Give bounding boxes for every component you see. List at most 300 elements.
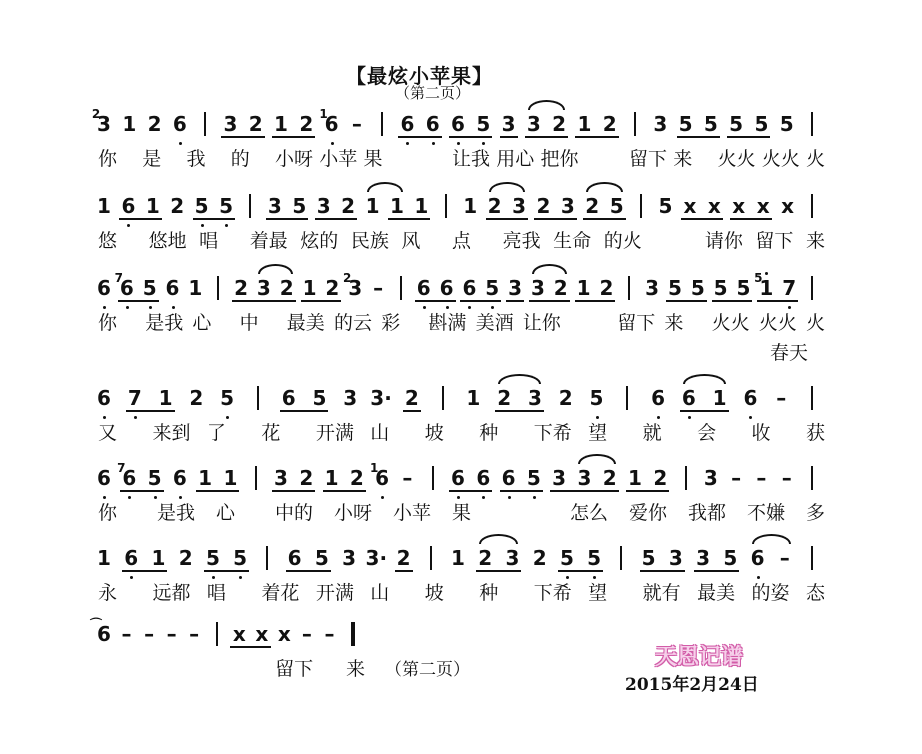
note: 5	[485, 276, 500, 300]
octave-dot-low	[482, 496, 485, 499]
note: 2	[299, 112, 314, 136]
lyric-word: 种	[479, 582, 499, 604]
note: 5	[314, 546, 329, 570]
note: –	[144, 622, 155, 646]
beam-underline	[286, 570, 331, 572]
lyric-word: 来到	[152, 422, 191, 444]
lyric-word: 又	[98, 422, 118, 444]
lyric-word: 斟满	[428, 312, 467, 334]
beam-underline	[301, 300, 342, 302]
note: 5	[476, 112, 491, 136]
note: 3	[501, 112, 516, 136]
note: 6	[425, 112, 440, 136]
lyric-word: 火火	[717, 148, 756, 170]
note: 2	[234, 276, 248, 300]
note: 3	[223, 112, 238, 136]
octave-dot-low	[688, 416, 691, 419]
note: 1	[466, 386, 481, 410]
lyric-word: 会	[697, 422, 717, 444]
note: 1	[712, 386, 727, 410]
beam-underline	[449, 490, 492, 492]
note: 5	[641, 546, 656, 570]
note: 5	[526, 466, 541, 490]
note: 5	[292, 194, 307, 218]
note: 6	[416, 276, 431, 300]
lyric-word: 火火	[711, 312, 750, 334]
note: 5	[147, 466, 162, 490]
lyric-word: 果	[452, 502, 472, 524]
octave-dot-high	[765, 272, 768, 275]
lyric-word: 着花	[261, 582, 300, 604]
note: 5	[194, 194, 209, 218]
beam-underline	[403, 410, 421, 412]
lyric-word: 火火	[761, 148, 800, 170]
lyric-word: 唱	[199, 230, 219, 252]
beam-underline	[415, 300, 456, 302]
note: x	[232, 622, 246, 646]
note: 1	[576, 276, 591, 300]
song-title: 【最炫小苹果】	[346, 64, 493, 88]
lyric-word: 最美	[286, 312, 325, 334]
note: 6	[97, 386, 111, 410]
note: 5	[233, 546, 248, 570]
note: 3	[343, 386, 358, 410]
lyric-word: 最美	[697, 582, 736, 604]
note: 6	[165, 276, 180, 300]
note: 3	[645, 276, 660, 300]
grace-note: 5	[754, 271, 763, 285]
lyric-word: 坡	[424, 422, 444, 444]
lyric-word: 了	[206, 422, 226, 444]
note: 2	[478, 546, 493, 570]
lyric-word: 心	[192, 312, 212, 334]
barline	[432, 466, 434, 490]
note: 2	[189, 386, 204, 410]
grace-note: 1	[369, 461, 379, 475]
octave-dot-low	[103, 416, 106, 419]
grace-note: ⌒	[89, 617, 103, 631]
note: 7	[127, 386, 142, 410]
beam-underline	[727, 136, 770, 138]
beam-underline	[529, 300, 570, 302]
barline	[640, 194, 642, 218]
note: x	[781, 194, 795, 218]
octave-dot-low	[482, 142, 485, 145]
note: 2	[553, 276, 568, 300]
note: 6	[750, 546, 765, 570]
barline	[811, 276, 813, 300]
note: 3	[348, 276, 363, 300]
beam-underline	[757, 300, 798, 302]
note: 1	[451, 546, 465, 570]
barline	[216, 622, 218, 646]
lyric-word: 火	[806, 148, 826, 170]
note: x	[707, 194, 721, 218]
note: 5	[736, 276, 751, 300]
octave-dot-low	[457, 496, 460, 499]
note: 2	[404, 386, 419, 410]
octave-dot-low	[381, 496, 384, 499]
beam-underline	[398, 136, 441, 138]
barline	[811, 386, 813, 410]
lyric-word: 你	[98, 148, 118, 170]
lyric-word: 下希	[533, 582, 572, 604]
octave-dot-low	[149, 306, 152, 309]
grace-note: 2	[91, 107, 101, 121]
note: x	[277, 622, 291, 646]
lyric-word: 不嫌	[747, 502, 786, 524]
lyric-word: 小呀	[334, 502, 373, 524]
lyric-word: 留下	[617, 312, 656, 334]
lyric-word: 亮我	[502, 230, 541, 252]
beam-underline	[694, 570, 739, 572]
lyric-word: 是	[142, 148, 162, 170]
octave-dot-low	[103, 496, 106, 499]
note: 6	[501, 466, 516, 490]
lyric-word: 你	[98, 312, 118, 334]
note: 6	[172, 466, 187, 490]
beam-underline	[495, 410, 544, 412]
note: 3	[653, 112, 668, 136]
lyric-word: 怎么	[570, 502, 609, 524]
note: 2	[558, 386, 573, 410]
octave-dot-low	[130, 576, 133, 579]
note: 2	[653, 466, 668, 490]
note: 5	[713, 276, 728, 300]
grace-note: 1	[319, 107, 328, 121]
note: 6	[439, 276, 454, 300]
beam-underline	[120, 490, 163, 492]
footer-page-label: （第二页）	[385, 660, 470, 680]
note: 3	[526, 112, 541, 136]
beam-underline	[315, 218, 357, 220]
note: 2	[552, 112, 567, 136]
note: x	[683, 194, 697, 218]
octave-dot-low	[533, 496, 536, 499]
lyric-word: 山	[370, 582, 390, 604]
note: 3	[560, 194, 575, 218]
beam-underline	[680, 410, 729, 412]
beam-underline	[395, 570, 413, 572]
note: x	[255, 622, 269, 646]
barline	[620, 546, 622, 570]
note: –	[731, 466, 742, 490]
octave-dot-low	[126, 306, 129, 309]
note: 7	[782, 276, 797, 300]
note: 3·	[365, 546, 388, 570]
octave-dot-low	[446, 306, 449, 309]
note: –	[121, 622, 132, 646]
barline	[626, 386, 628, 410]
beam-underline	[193, 218, 235, 220]
lyric-word: 小苹	[319, 148, 358, 170]
note: –	[781, 466, 792, 490]
note: 5	[142, 276, 157, 300]
beam-underline	[126, 410, 175, 412]
note: 1	[151, 546, 166, 570]
beam-underline	[221, 136, 264, 138]
note: 1	[97, 194, 111, 218]
note: 3	[267, 194, 282, 218]
note: x	[732, 194, 746, 218]
octave-dot-low	[103, 306, 106, 309]
note: 2	[497, 386, 512, 410]
lyric-word: 下希	[533, 422, 572, 444]
octave-dot-low	[179, 496, 182, 499]
score-row	[0, 272, 922, 362]
note: 3	[577, 466, 592, 490]
lyric-word: 果	[363, 148, 383, 170]
note: 2	[299, 466, 314, 490]
octave-dot-low	[508, 496, 511, 499]
note: 2	[536, 194, 551, 218]
note: 2	[602, 466, 617, 490]
beam-underline	[575, 136, 618, 138]
beam-underline	[500, 136, 518, 138]
barline	[628, 276, 630, 300]
octave-dot-low	[596, 416, 599, 419]
note: 5	[559, 546, 574, 570]
lyric-word: 美酒	[475, 312, 514, 334]
lyric-word: 唱	[206, 582, 226, 604]
note: 1	[223, 466, 238, 490]
note: 5	[667, 276, 682, 300]
lyric-word: 让我	[452, 148, 491, 170]
octave-dot-low	[172, 306, 175, 309]
note: 6	[476, 466, 491, 490]
beam-underline	[230, 646, 271, 648]
beam-underline	[476, 570, 521, 572]
lyric-word: 我都	[688, 502, 727, 524]
grace-note: 7	[117, 461, 126, 475]
grace-note: 2	[343, 271, 352, 285]
note: 2	[532, 546, 547, 570]
lyric-word: 我	[186, 148, 206, 170]
lyric-word: 的姿	[751, 582, 790, 604]
beam-underline	[640, 570, 685, 572]
note: 5	[587, 546, 602, 570]
lyric-word: 种	[479, 422, 499, 444]
note: 6	[97, 276, 111, 300]
note: 1	[577, 112, 592, 136]
note: 1	[97, 546, 111, 570]
note: 1	[198, 466, 213, 490]
note: 2	[147, 112, 162, 136]
beam-underline	[583, 218, 625, 220]
barline	[634, 112, 636, 136]
lyric-word: 火	[806, 312, 826, 334]
lyric-word: 风	[401, 230, 421, 252]
octave-dot-low	[593, 576, 596, 579]
lyric-word: 望	[588, 582, 608, 604]
lyric-word: 开满	[315, 582, 354, 604]
beam-underline	[626, 490, 669, 492]
octave-dot-low	[749, 416, 752, 419]
octave-dot-low	[566, 576, 569, 579]
note: –	[301, 622, 312, 646]
note: 6	[119, 276, 134, 300]
note: 5	[219, 194, 234, 218]
beam-underline	[323, 490, 366, 492]
note: 5	[658, 194, 673, 218]
note: 6	[122, 466, 137, 490]
lyric-word: 获	[806, 422, 826, 444]
lyric-word: 多	[806, 502, 826, 524]
lyric-word: 着最	[249, 230, 288, 252]
lyric-word: 态	[806, 582, 826, 604]
note: 3	[668, 546, 683, 570]
note: 5	[723, 546, 738, 570]
lyric-word: 心	[216, 502, 236, 524]
note: 1	[274, 112, 288, 136]
note: 6	[462, 276, 477, 300]
lyric-word: 来	[673, 148, 693, 170]
lyric-word: 请你	[704, 230, 743, 252]
note: 2	[341, 194, 356, 218]
note: 3	[508, 276, 523, 300]
note: 5	[729, 112, 744, 136]
lyric-word: 彩	[381, 312, 401, 334]
lyric-word: 是我	[157, 502, 196, 524]
barline	[811, 194, 813, 218]
beam-underline	[550, 490, 619, 492]
beam-underline	[575, 300, 616, 302]
octave-dot-low	[128, 496, 131, 499]
beam-underline	[500, 490, 543, 492]
lyric-word: 来	[664, 312, 684, 334]
note: –	[351, 112, 362, 136]
lyric-word: 爱你	[629, 502, 668, 524]
lyric-word: 民族	[350, 230, 389, 252]
lyric-word: 远都	[152, 582, 191, 604]
note: 3	[512, 194, 526, 218]
note: 3	[316, 194, 331, 218]
note: 3	[696, 546, 711, 570]
beam-underline	[204, 570, 249, 572]
note: –	[756, 466, 767, 490]
lyric-word: 收	[751, 422, 771, 444]
note: 3	[552, 466, 567, 490]
note: 2	[396, 546, 411, 570]
note: 6	[743, 386, 758, 410]
lyric-word: 你	[98, 502, 118, 524]
lyric-word: 坡	[424, 582, 444, 604]
octave-dot-low	[179, 142, 182, 145]
octave-dot-low	[757, 576, 760, 579]
note: 1	[463, 194, 478, 218]
lyric-word: 悠	[98, 230, 118, 252]
octave-dot-low	[432, 142, 435, 145]
slur-arc	[528, 100, 565, 110]
octave-dot-low	[134, 416, 137, 419]
note: 5	[609, 194, 624, 218]
octave-dot-low	[457, 142, 460, 145]
note: 2	[279, 276, 294, 300]
note: 3	[527, 386, 542, 410]
octave-dot-low	[468, 306, 471, 309]
note: 6	[97, 466, 111, 490]
note: 5	[678, 112, 693, 136]
beam-underline	[119, 218, 161, 220]
note: 3	[703, 466, 718, 490]
barline	[217, 276, 219, 300]
lyric-word: 让你	[522, 312, 561, 334]
octave-dot-low	[226, 416, 229, 419]
note: –	[166, 622, 177, 646]
lyric-word: 用心	[496, 148, 535, 170]
note: –	[324, 622, 335, 646]
note: 6	[287, 546, 302, 570]
octave-dot-low	[331, 142, 334, 145]
note: –	[776, 386, 787, 410]
grace-note: 7	[114, 271, 124, 285]
note: 6	[121, 194, 136, 218]
barline	[257, 386, 259, 410]
barline	[430, 546, 432, 570]
note: 1	[122, 112, 137, 136]
note: 1	[365, 194, 380, 218]
lyric-word: 中	[239, 312, 259, 334]
lyric-word: 花	[261, 422, 281, 444]
note: 2	[170, 194, 185, 218]
note: 6	[681, 386, 696, 410]
barline	[400, 276, 402, 300]
lyric-word: 留下	[629, 148, 668, 170]
lyric-word: 来	[806, 230, 826, 252]
octave-dot-low	[788, 306, 791, 309]
beam-underline	[712, 300, 753, 302]
barline	[351, 622, 355, 646]
note: 5	[312, 386, 327, 410]
beam-underline	[677, 136, 720, 138]
note: 2	[248, 112, 263, 136]
beam-underline	[122, 570, 167, 572]
barline	[249, 194, 251, 218]
lyric-word: 的	[230, 148, 250, 170]
note: 3	[505, 546, 520, 570]
note: 3	[256, 276, 271, 300]
octave-dot-low	[406, 142, 409, 145]
note: 5	[589, 386, 604, 410]
note: –	[402, 466, 413, 490]
lyric-word: 留下	[755, 230, 794, 252]
barline	[445, 194, 447, 218]
note: 1	[389, 194, 404, 218]
note: –	[189, 622, 200, 646]
note: x	[756, 194, 770, 218]
lyric-word: 的火	[603, 230, 642, 252]
lyric-word: 来	[346, 658, 366, 680]
note: 1	[414, 194, 429, 218]
lyric-word-alt: 春天	[770, 342, 809, 364]
score-row	[0, 190, 922, 280]
lyric-word: 山	[370, 422, 390, 444]
beam-underline	[449, 136, 492, 138]
note: 1	[759, 276, 774, 300]
lyric-word: 永	[98, 582, 118, 604]
note: 6	[281, 386, 296, 410]
barline	[255, 466, 257, 490]
lyric-word: 生命	[553, 230, 592, 252]
note: 2	[487, 194, 502, 218]
barline	[685, 466, 687, 490]
beam-underline	[534, 218, 576, 220]
note: 6	[451, 466, 465, 490]
note: 1	[324, 466, 339, 490]
note: 2	[325, 276, 340, 300]
lyric-word: 炫的	[300, 230, 339, 252]
note: 5	[690, 276, 705, 300]
